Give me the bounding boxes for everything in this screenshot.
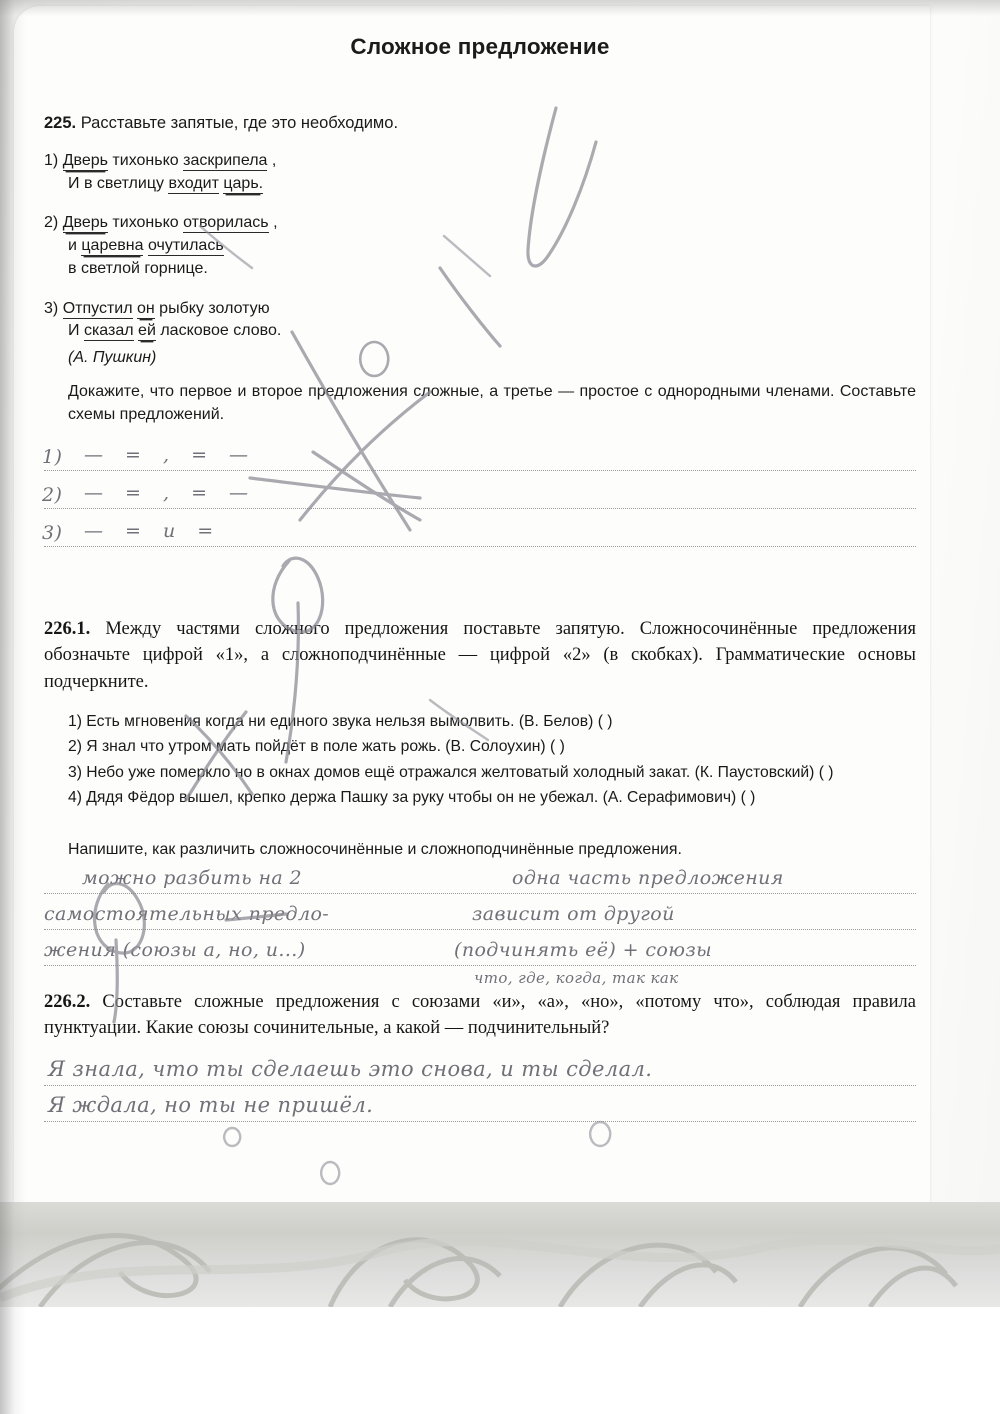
list-item: 2) Я знал что утром мать пойдёт в поле жать рожь. (В. Солоухин) ( ) [68,738,565,756]
writing-rule [44,1121,916,1122]
exercise-226-1-number: 226.1. [44,619,91,640]
item-marker: 3) [44,299,59,317]
exercise-226-1-instruction: Между частями сложного предложения поставьте запятую. Сложносочинённые предложения обозначьте цифрой «1», а сложноподчинённые — цифрой «2» (в скобках). Грамматические основы подчеркните. [44,619,916,692]
writing-rule [44,929,916,930]
scheme-marker: 3) [42,522,63,545]
writing-rule [44,470,916,471]
exercise-226-2-heading [44,989,916,1042]
scheme-marker: 2) [42,484,63,507]
list-item: 4) Дядя Фёдор вышел, крепко держа Пашку за руку чтобы он не убежал. (А. Серафимович) ( ) [68,789,756,807]
exercise-225-heading [44,114,916,133]
exercise-225-item [44,298,916,370]
exercise-226-1-heading [44,616,916,695]
scheme-answer-area[interactable] [44,436,916,554]
answer-handwriting: Я знала, что ты сделаешь это снова, и ты сделал. [48,1057,653,1082]
exercise-226-1-write-question: Напишите, как различить сложносочинённые и сложноподчинённые предложения. [68,840,682,858]
answer-handwriting: можно разбить на 2 [82,866,303,889]
exercise-225-instruction: Расставьте запятые, где это необходимо. [80,114,399,132]
writing-rule [44,508,916,509]
scheme-handwriting: — = , = — [84,444,257,467]
scheme-marker: 1) [42,446,63,469]
scheme-handwriting: — = и = [84,520,222,543]
spiral-pattern [0,1202,1000,1307]
exercise-225-item [44,212,916,280]
exercise-225-author: (А. Пушкин) [68,349,157,367]
list-item: 1) Есть мгновения когда ни единого звука нельзя вымолвить. (В. Белов) ( ) [68,712,613,730]
page-sheet [14,6,930,1202]
exercise-226-2-number: 226.2. [44,991,91,1012]
item-line: Отпустил он рыбку золотую [62,299,270,317]
item-line: в светлой горнице. [68,259,208,277]
writing-rule [44,546,916,547]
writing-rule [44,1085,916,1086]
answer-handwriting: (подчинять её) + союзы [454,938,713,961]
page-title: Сложное предложение [350,34,610,59]
writing-rule [44,965,916,966]
answer-handwriting: самостоятельных предло- [44,902,330,925]
exercise-225-task: Докажите, что первое и второе предложения сложные, а третье — простое с однородными членами. Составьте схемы предложений. [68,382,916,423]
list-item: 3) Небо уже померкло но в окнах домов ещё отражался желтоватый холодный закат. (К. Паустовский) ( ) [68,763,834,781]
answer-area-226-2[interactable] [44,1059,916,1155]
scan-edge-shadow-top [0,0,1000,16]
scanner-bottom-band [0,1202,1000,1307]
item-marker: 2) [44,214,59,232]
scheme-handwriting: — = , = — [84,482,257,505]
item-line: И сказал ей ласковое слово. [68,322,282,340]
item-line: и царевна очутилась [68,237,224,255]
answer-handwriting: жения (союзы а, но, и...) [44,938,306,961]
item-line: Дверь тихонько отворилась , [62,214,280,232]
answer-handwriting: что, где, когда, так как [474,968,679,987]
exercise-226-1-items [44,709,916,811]
answer-area-226-1[interactable] [44,866,916,987]
answer-handwriting: зависит от другой [472,902,675,925]
answer-handwriting: одна часть предложения [512,866,784,889]
scan-margin-bottom [0,1307,1000,1414]
exercise-225-item [44,150,916,195]
page-content [44,20,916,1155]
scan-edge-shadow-left [0,0,26,1414]
exercise-226-2-instruction: Составьте сложные предложения с союзами «и», «а», «но», «потому что», соблюдая правила пунктуации. Какие союзы сочинительные, а какой — подчинительный? [44,991,916,1038]
item-line: Дверь тихонько заскрипела , [62,152,279,169]
item-line: И в светлицу входит царь. [68,174,264,192]
item-marker: 1) [44,152,59,169]
writing-rule [44,893,916,894]
answer-handwriting: Я ждала, но ты не пришёл. [48,1093,374,1118]
exercise-225-number: 225. [44,114,77,132]
